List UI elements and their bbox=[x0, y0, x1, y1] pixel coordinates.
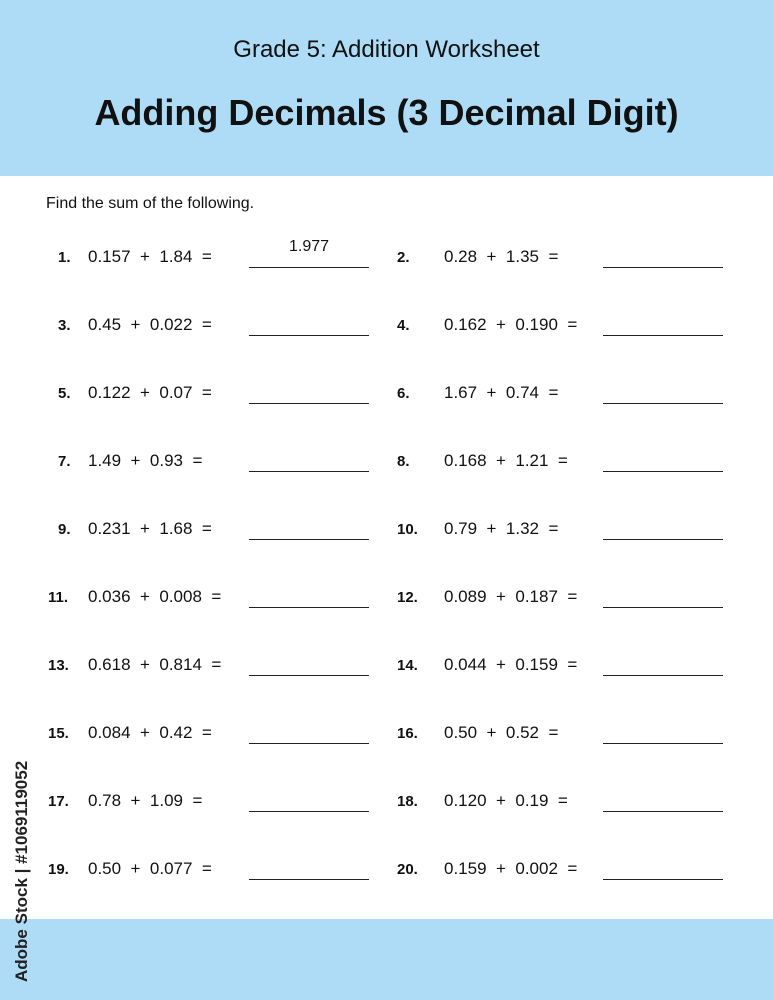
problem-expression: 0.45 + 0.022 = bbox=[88, 315, 212, 334]
answer-line[interactable] bbox=[603, 743, 723, 744]
answer-line[interactable] bbox=[603, 811, 723, 812]
problem-number: 19. bbox=[48, 861, 69, 878]
problem-item bbox=[0, 310, 773, 340]
problem-item bbox=[0, 650, 773, 680]
answer-line[interactable] bbox=[603, 879, 723, 880]
problem-item bbox=[0, 854, 773, 884]
problem-number: 4. bbox=[397, 317, 410, 334]
problem-expression: 0.50 + 0.077 = bbox=[88, 859, 212, 878]
problem-item bbox=[0, 378, 773, 408]
problem-number: 10. bbox=[397, 521, 418, 538]
worksheet-subtitle: Grade 5: Addition Worksheet bbox=[233, 36, 540, 63]
problem-number: 6. bbox=[397, 385, 410, 402]
instruction-text: Find the sum of the following. bbox=[46, 195, 255, 212]
problem-number: 17. bbox=[48, 793, 69, 810]
problem-expression: 0.168 + 1.21 = bbox=[444, 451, 568, 470]
stock-id-text: Adobe Stock | #1069119052 bbox=[12, 760, 31, 982]
answer-line[interactable] bbox=[603, 267, 723, 268]
problem-number: 15. bbox=[48, 725, 69, 742]
problem-expression: 1.67 + 0.74 = bbox=[444, 383, 559, 402]
footer-band bbox=[0, 919, 773, 1000]
problem-expression: 0.157 + 1.84 = bbox=[88, 247, 212, 266]
problem-expression: 0.120 + 0.19 = bbox=[444, 791, 568, 810]
problem-number: 3. bbox=[58, 317, 71, 334]
answer-line[interactable] bbox=[603, 539, 723, 540]
problem-item bbox=[0, 582, 773, 612]
problem-number: 12. bbox=[397, 589, 418, 606]
problem-expression: 0.084 + 0.42 = bbox=[88, 723, 212, 742]
problem-expression: 0.28 + 1.35 = bbox=[444, 247, 559, 266]
problem-expression: 0.231 + 1.68 = bbox=[88, 519, 212, 538]
problem-number: 16. bbox=[397, 725, 418, 742]
answer-line[interactable] bbox=[603, 335, 723, 336]
problem-expression: 0.036 + 0.008 = bbox=[88, 587, 222, 606]
answer-line[interactable] bbox=[603, 675, 723, 676]
worksheet-title: Adding Decimals (3 Decimal Digit) bbox=[94, 92, 679, 133]
problem-expression: 0.044 + 0.159 = bbox=[444, 655, 578, 674]
problem-number: 20. bbox=[397, 861, 418, 878]
problem-item bbox=[0, 718, 773, 748]
problem-item bbox=[0, 514, 773, 544]
answer-line[interactable] bbox=[603, 607, 723, 608]
problem-item bbox=[0, 786, 773, 816]
problem-expression: 0.78 + 1.09 = bbox=[88, 791, 203, 810]
problem-number: 2. bbox=[397, 249, 410, 266]
problem-item bbox=[0, 446, 773, 476]
problem-expression: 0.618 + 0.814 = bbox=[88, 655, 222, 674]
problem-expression: 0.122 + 0.07 = bbox=[88, 383, 212, 402]
answer-line[interactable] bbox=[603, 471, 723, 472]
answer-text: 1.977 bbox=[288, 238, 330, 255]
problem-number: 8. bbox=[397, 453, 410, 470]
problem-number: 5. bbox=[58, 385, 71, 402]
problem-expression: 0.159 + 0.002 = bbox=[444, 859, 578, 878]
problem-expression: 0.50 + 0.52 = bbox=[444, 723, 559, 742]
problem-expression: 1.49 + 0.93 = bbox=[88, 451, 203, 470]
problem-number: 7. bbox=[58, 453, 71, 470]
problem-expression: 0.79 + 1.32 = bbox=[444, 519, 559, 538]
problem-number: 9. bbox=[58, 521, 71, 538]
problem-number: 11. bbox=[48, 589, 69, 606]
problem-expression: 0.089 + 0.187 = bbox=[444, 587, 578, 606]
problem-number: 18. bbox=[397, 793, 418, 810]
answer-line[interactable] bbox=[603, 403, 723, 404]
problem-expression: 0.162 + 0.190 = bbox=[444, 315, 578, 334]
problem-number: 14. bbox=[397, 657, 418, 674]
problem-number: 13. bbox=[48, 657, 69, 674]
problem-item bbox=[0, 242, 773, 272]
problem-number: 1. bbox=[58, 249, 71, 266]
header-band bbox=[0, 0, 773, 176]
